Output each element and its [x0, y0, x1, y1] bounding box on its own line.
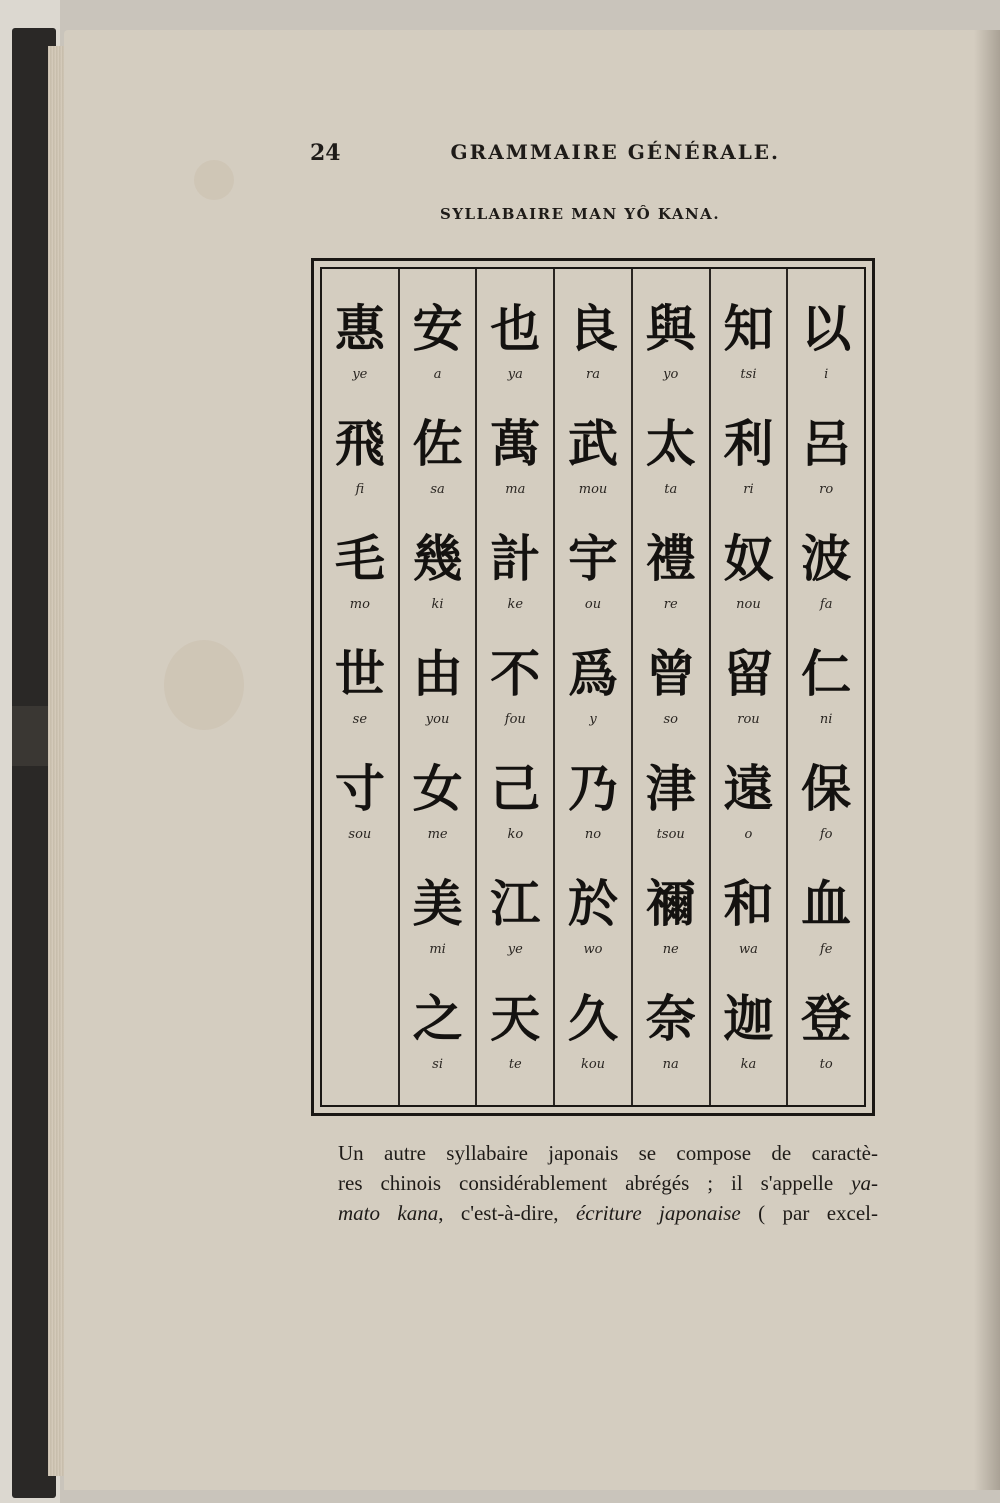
- syllable-cell: [477, 392, 553, 504]
- romaji-label: ri: [743, 482, 754, 497]
- romaji-label: me: [427, 827, 448, 842]
- romaji-label: tsi: [740, 367, 757, 382]
- romaji-label: ne: [662, 942, 679, 957]
- body-line: [338, 1168, 878, 1198]
- kanji-character: 曾: [645, 645, 696, 703]
- syllable-cell: [555, 737, 631, 849]
- romaji-label: mo: [349, 597, 370, 612]
- syllable-cell: [711, 737, 787, 849]
- syllable-cell: [322, 622, 398, 734]
- syllable-cell: [555, 967, 631, 1079]
- body-italic-run: écriture japonaise: [575, 1201, 741, 1225]
- romaji-label: ko: [507, 827, 524, 842]
- running-title: GRAMMAIRE GÉNÉRALE.: [450, 140, 780, 164]
- kanji-character: 安: [412, 300, 463, 358]
- kanji-character: 津: [645, 760, 696, 818]
- syllable-cell: [788, 852, 864, 964]
- romaji-label: i: [824, 367, 829, 382]
- table-inner-border: [320, 267, 866, 1107]
- kanji-character: 禰: [645, 875, 696, 933]
- syllable-cell: [322, 507, 398, 619]
- romaji-label: ro: [819, 482, 834, 497]
- syllable-cell: [633, 277, 709, 389]
- syllable-cell: [633, 967, 709, 1079]
- kanji-character: 迦: [723, 990, 774, 1048]
- romaji-label: te: [508, 1057, 522, 1072]
- romaji-label: tsou: [656, 827, 685, 842]
- table-column: [555, 269, 633, 1105]
- kanji-character: 與: [645, 300, 696, 358]
- syllable-cell: [400, 507, 476, 619]
- table-column: [322, 269, 400, 1105]
- syllable-cell: [633, 392, 709, 504]
- syllable-cell: [322, 737, 398, 849]
- kanji-character: 遠: [723, 760, 774, 818]
- kanji-character: 久: [568, 990, 619, 1048]
- romaji-label: sou: [348, 827, 372, 842]
- table-columns: [322, 269, 864, 1105]
- foxing-stain: [194, 160, 234, 200]
- syllable-cell: [555, 277, 631, 389]
- kanji-character: 天: [490, 990, 541, 1048]
- kanji-character: 波: [801, 530, 852, 588]
- kanji-character: 血: [801, 875, 852, 933]
- syllable-cell: [322, 277, 398, 389]
- romaji-label: re: [663, 597, 678, 612]
- kanji-character: 和: [723, 875, 774, 933]
- syllable-cell: [711, 852, 787, 964]
- romaji-label: ta: [664, 482, 678, 497]
- romaji-label: ka: [740, 1057, 757, 1072]
- syllable-cell: [788, 737, 864, 849]
- romaji-label: ya: [507, 367, 523, 382]
- romaji-label: fe: [819, 942, 833, 957]
- romaji-label: si: [432, 1057, 443, 1072]
- kanji-character: 以: [801, 300, 852, 358]
- syllable-cell: [477, 622, 553, 734]
- body-italic-run: ya-: [851, 1171, 878, 1195]
- romaji-label: you: [425, 712, 450, 727]
- syllable-cell: [788, 967, 864, 1079]
- kanji-character: 奴: [723, 530, 774, 588]
- syllable-cell: [633, 507, 709, 619]
- romaji-label: y: [589, 712, 597, 727]
- kanji-character: 武: [568, 415, 619, 473]
- kanji-character: 世: [334, 645, 385, 703]
- romaji-label: wa: [739, 942, 758, 957]
- romaji-label: a: [433, 367, 442, 382]
- kanji-character: 寸: [334, 760, 385, 818]
- kanji-character: 計: [490, 530, 541, 588]
- syllable-cell: [555, 392, 631, 504]
- syllable-cell: [788, 622, 864, 734]
- kanji-character: 由: [412, 645, 463, 703]
- romaji-label: o: [744, 827, 753, 842]
- romaji-label: so: [663, 712, 678, 727]
- romaji-label: wo: [583, 942, 603, 957]
- romaji-label: no: [584, 827, 602, 842]
- table-title: SYLLABAIRE MAN YÔ KANA.: [440, 205, 721, 223]
- table-column: [788, 269, 864, 1105]
- kanji-character: 美: [412, 875, 463, 933]
- syllable-cell: [477, 507, 553, 619]
- kanji-character: 萬: [490, 415, 541, 473]
- body-line: [338, 1138, 878, 1168]
- syllable-cell: [555, 622, 631, 734]
- kanji-character: 不: [490, 645, 541, 703]
- kanji-character: 女: [412, 760, 463, 818]
- page-number: 24: [310, 140, 341, 166]
- syllable-cell: [400, 737, 476, 849]
- romaji-label: ye: [507, 942, 523, 957]
- syllable-cell: [555, 507, 631, 619]
- kanji-character: 己: [490, 760, 541, 818]
- syllable-cell: [711, 277, 787, 389]
- syllable-cell: [633, 622, 709, 734]
- table-column: [711, 269, 789, 1105]
- kanji-character: 爲: [568, 645, 619, 703]
- romaji-label: ke: [507, 597, 524, 612]
- romaji-label: nou: [736, 597, 761, 612]
- kanji-character: 仁: [801, 645, 852, 703]
- kanji-character: 太: [645, 415, 696, 473]
- body-line: [338, 1198, 878, 1228]
- romaji-label: ou: [584, 597, 602, 612]
- kanji-character: 乃: [568, 760, 619, 818]
- romaji-label: na: [662, 1057, 679, 1072]
- kanji-character: 知: [723, 300, 774, 358]
- romaji-label: to: [819, 1057, 833, 1072]
- romaji-label: sa: [430, 482, 445, 497]
- kanji-character: 宇: [568, 530, 619, 588]
- syllable-cell: [711, 967, 787, 1079]
- syllable-cell: [711, 622, 787, 734]
- syllable-cell: [400, 392, 476, 504]
- table-column: [633, 269, 711, 1105]
- syllable-cell: [711, 507, 787, 619]
- romaji-label: ni: [819, 712, 833, 727]
- romaji-label: mi: [429, 942, 446, 957]
- body-text-run: res chinois considérablement abrégés ; il s'appelle: [338, 1171, 852, 1195]
- romaji-label: ra: [586, 367, 600, 382]
- kanji-character: 江: [490, 875, 541, 933]
- syllable-cell: [322, 392, 398, 504]
- syllable-cell: [788, 392, 864, 504]
- table-column: [400, 269, 478, 1105]
- kanji-character: 飛: [334, 415, 385, 473]
- syllable-cell: [400, 277, 476, 389]
- body-paragraph: [338, 1138, 878, 1228]
- syllable-cell: [400, 967, 476, 1079]
- romaji-label: fi: [355, 482, 365, 497]
- kanji-character: 留: [723, 645, 774, 703]
- kanji-character: 佐: [412, 415, 463, 473]
- page-header: [310, 140, 780, 174]
- syllable-cell: [788, 277, 864, 389]
- romaji-label: mou: [578, 482, 608, 497]
- syllable-cell: [633, 737, 709, 849]
- kanji-character: 毛: [334, 530, 385, 588]
- kanji-character: 登: [801, 990, 852, 1048]
- syllable-cell: [400, 852, 476, 964]
- syllable-cell: [555, 852, 631, 964]
- romaji-label: rou: [737, 712, 760, 727]
- kanji-character: 保: [801, 760, 852, 818]
- syllabary-table: [311, 258, 875, 1116]
- kanji-character: 良: [568, 300, 619, 358]
- body-text-run: Un autre syllabaire japonais se compose de caractè-: [338, 1141, 878, 1165]
- body-text-run: , c'est-à-dire,: [438, 1201, 576, 1225]
- kanji-character: 惠: [334, 300, 385, 358]
- page-gutter-shadow: [974, 30, 1000, 1490]
- syllable-cell: [400, 622, 476, 734]
- romaji-label: se: [352, 712, 368, 727]
- kanji-character: 幾: [412, 530, 463, 588]
- romaji-label: kou: [580, 1057, 606, 1072]
- kanji-character: 利: [723, 415, 774, 473]
- kanji-character: 奈: [645, 990, 696, 1048]
- syllable-cell: [788, 507, 864, 619]
- foxing-stain: [164, 640, 244, 730]
- kanji-character: 呂: [801, 415, 852, 473]
- romaji-label: ki: [431, 597, 444, 612]
- syllable-cell: [477, 967, 553, 1079]
- kanji-character: 於: [568, 875, 619, 933]
- syllable-cell: [633, 852, 709, 964]
- syllable-cell: [477, 737, 553, 849]
- body-text-run: ( par excel-: [740, 1201, 879, 1225]
- romaji-label: fa: [819, 597, 833, 612]
- romaji-label: fou: [504, 712, 526, 727]
- kanji-character: 也: [490, 300, 541, 358]
- body-italic-run: mato kana: [338, 1201, 439, 1225]
- syllable-cell: [711, 392, 787, 504]
- kanji-character: 禮: [645, 530, 696, 588]
- table-column: [477, 269, 555, 1105]
- romaji-label: yo: [663, 367, 679, 382]
- kanji-character: 之: [412, 990, 463, 1048]
- romaji-label: ye: [352, 367, 368, 382]
- romaji-label: fo: [819, 827, 833, 842]
- syllable-cell: [477, 277, 553, 389]
- romaji-label: ma: [505, 482, 526, 497]
- syllable-cell: [477, 852, 553, 964]
